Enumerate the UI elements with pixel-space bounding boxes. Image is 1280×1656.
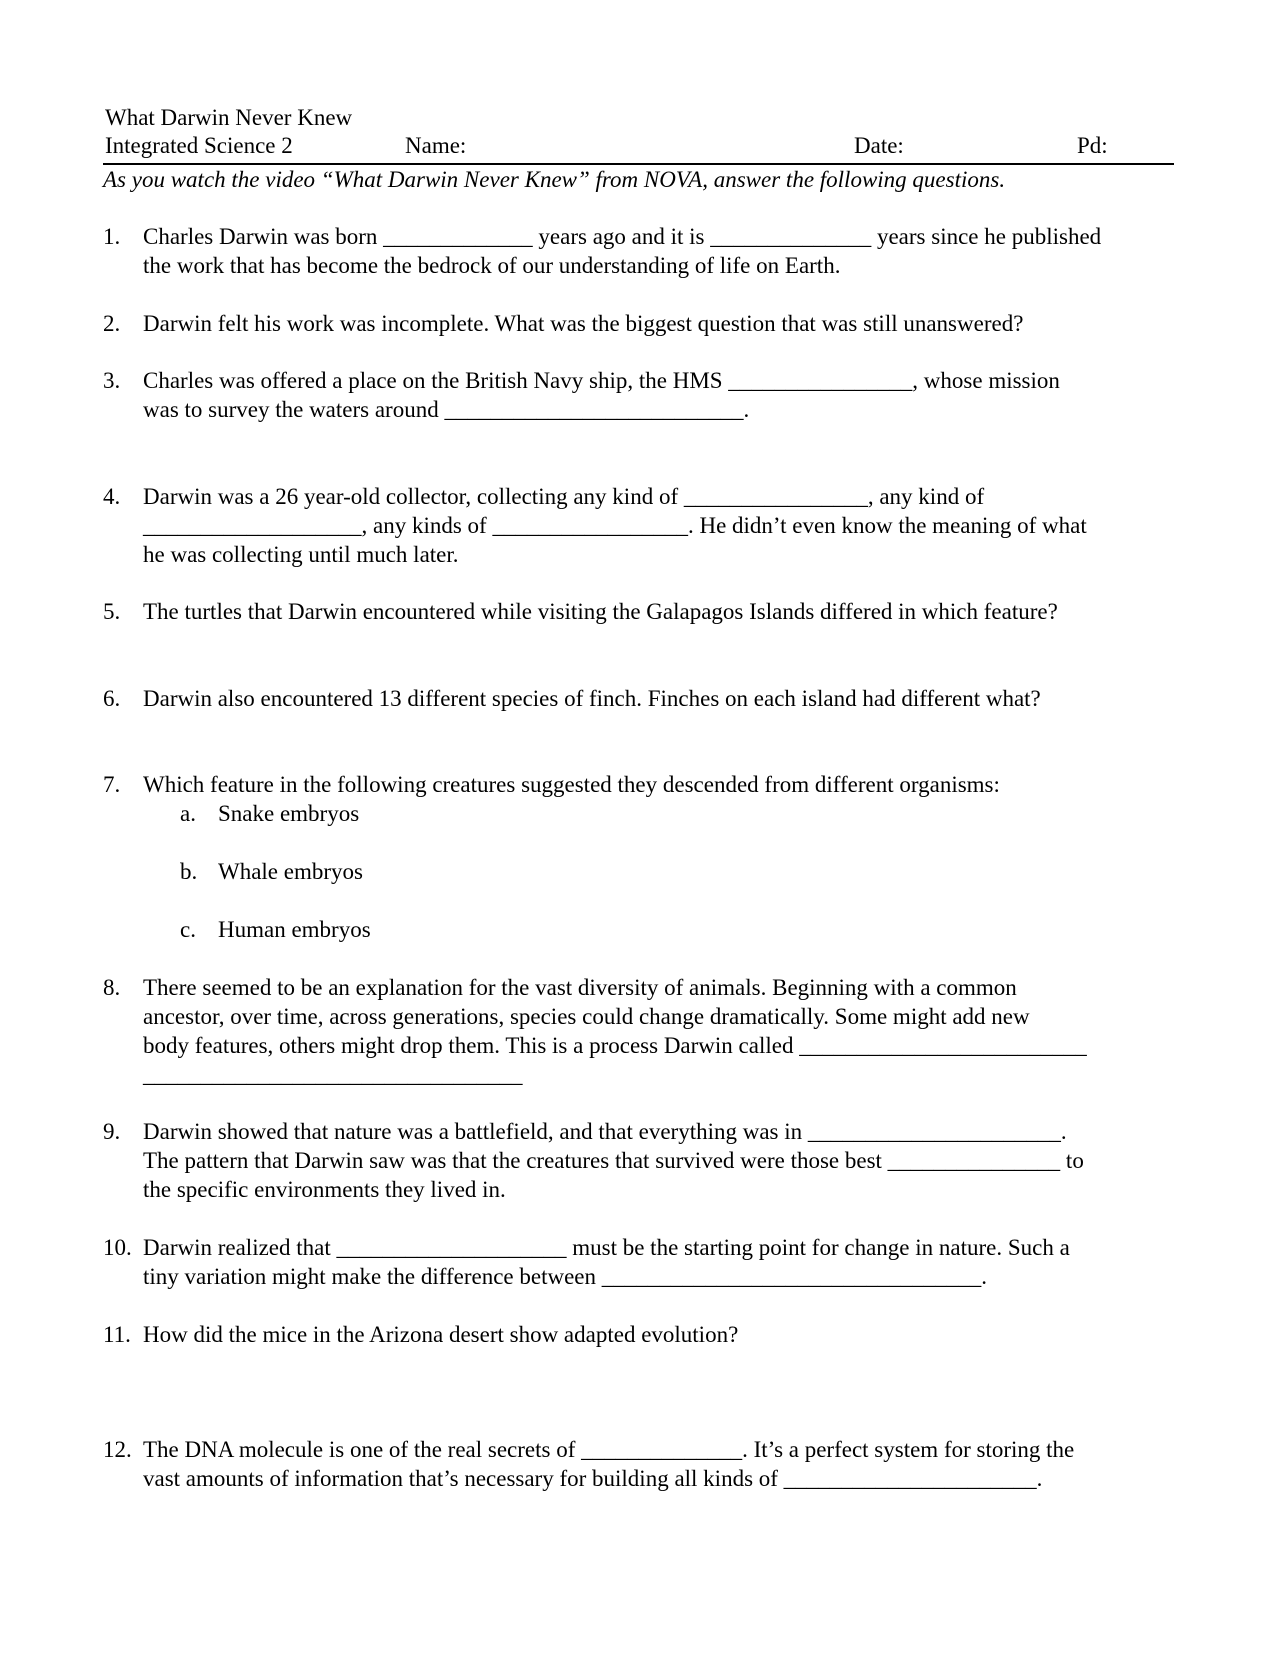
question-number: 7.	[103, 772, 121, 797]
question-number: 2.	[103, 311, 121, 336]
question-line: The DNA molecule is one of the real secrets of ______________. It’s a perfect system for storing the	[143, 1437, 1075, 1462]
question-line: ___________________, any kinds of _________________. He didn’t even know the meaning of what	[143, 513, 1087, 538]
question-line: Darwin felt his work was incomplete. What was the biggest question that was still unanswered?	[143, 311, 1024, 336]
name-label: Name:	[405, 133, 467, 158]
date-label: Date:	[854, 133, 904, 158]
subitem-text: Whale embryos	[218, 859, 363, 884]
question-line: The pattern that Darwin saw was that the creatures that survived were those best _______________ to	[143, 1148, 1084, 1173]
question-line: Darwin showed that nature was a battlefield, and that everything was in ______________________.	[143, 1119, 1067, 1144]
header-divider	[103, 163, 1174, 165]
question-line: How did the mice in the Arizona desert show adapted evolution?	[143, 1322, 739, 1347]
question-line: was to survey the waters around __________________________.	[143, 397, 750, 422]
question-number: 3.	[103, 368, 121, 393]
question-number: 4.	[103, 484, 121, 509]
question-line: ancestor, over time, across generations, species could change dramatically. Some might add new	[143, 1004, 1030, 1029]
subitem-letter: c.	[180, 917, 196, 942]
period-label: Pd:	[1077, 133, 1108, 158]
question-line: Darwin was a 26 year-old collector, collecting any kind of ________________, any kind of	[143, 484, 985, 509]
question-line: Darwin realized that ____________________ must be the starting point for change in nature. Such a	[143, 1235, 1070, 1260]
question-line: the specific environments they lived in.	[143, 1177, 506, 1202]
question-line: tiny variation might make the difference between _________________________________.	[143, 1264, 988, 1289]
worksheet-title: What Darwin Never Knew	[105, 105, 353, 130]
subitem-letter: b.	[180, 859, 198, 884]
question-line: Charles Darwin was born _____________ years ago and it is ______________ years since he published	[143, 224, 1102, 249]
question-line: he was collecting until much later.	[143, 542, 459, 567]
question-line: the work that has become the bedrock of our understanding of life on Earth.	[143, 253, 841, 278]
question-line: Which feature in the following creatures suggested they descended from different organisms:	[143, 772, 1000, 797]
question-number: 11.	[103, 1322, 131, 1347]
question-number: 6.	[103, 686, 121, 711]
question-line: The turtles that Darwin encountered while visiting the Galapagos Islands differed in which feature?	[143, 599, 1058, 624]
question-line: vast amounts of information that’s necessary for building all kinds of ______________________.	[143, 1466, 1043, 1491]
subitem-letter: a.	[180, 801, 196, 826]
question-number: 12.	[103, 1437, 132, 1462]
question-line: body features, others might drop them. This is a process Darwin called _________________________	[143, 1033, 1087, 1058]
question-number: 1.	[103, 224, 121, 249]
question-line: Darwin also encountered 13 different species of finch. Finches on each island had different what?	[143, 686, 1041, 711]
subitem-text: Human embryos	[218, 917, 371, 942]
question-line: Charles was offered a place on the British Navy ship, the HMS ________________, whose mission	[143, 368, 1060, 393]
question-line: There seemed to be an explanation for the vast diversity of animals. Beginning with a common	[143, 975, 1017, 1000]
question-number: 10.	[103, 1235, 132, 1260]
question-number: 8.	[103, 975, 121, 1000]
course-name: Integrated Science 2	[105, 133, 293, 158]
subitem-text: Snake embryos	[218, 801, 360, 826]
answer-blank[interactable]: _________________________________	[143, 1062, 523, 1087]
instructions: As you watch the video “What Darwin Never Knew” from NOVA, answer the following questions.	[103, 167, 1006, 192]
question-number: 5.	[103, 599, 121, 624]
question-number: 9.	[103, 1119, 121, 1144]
